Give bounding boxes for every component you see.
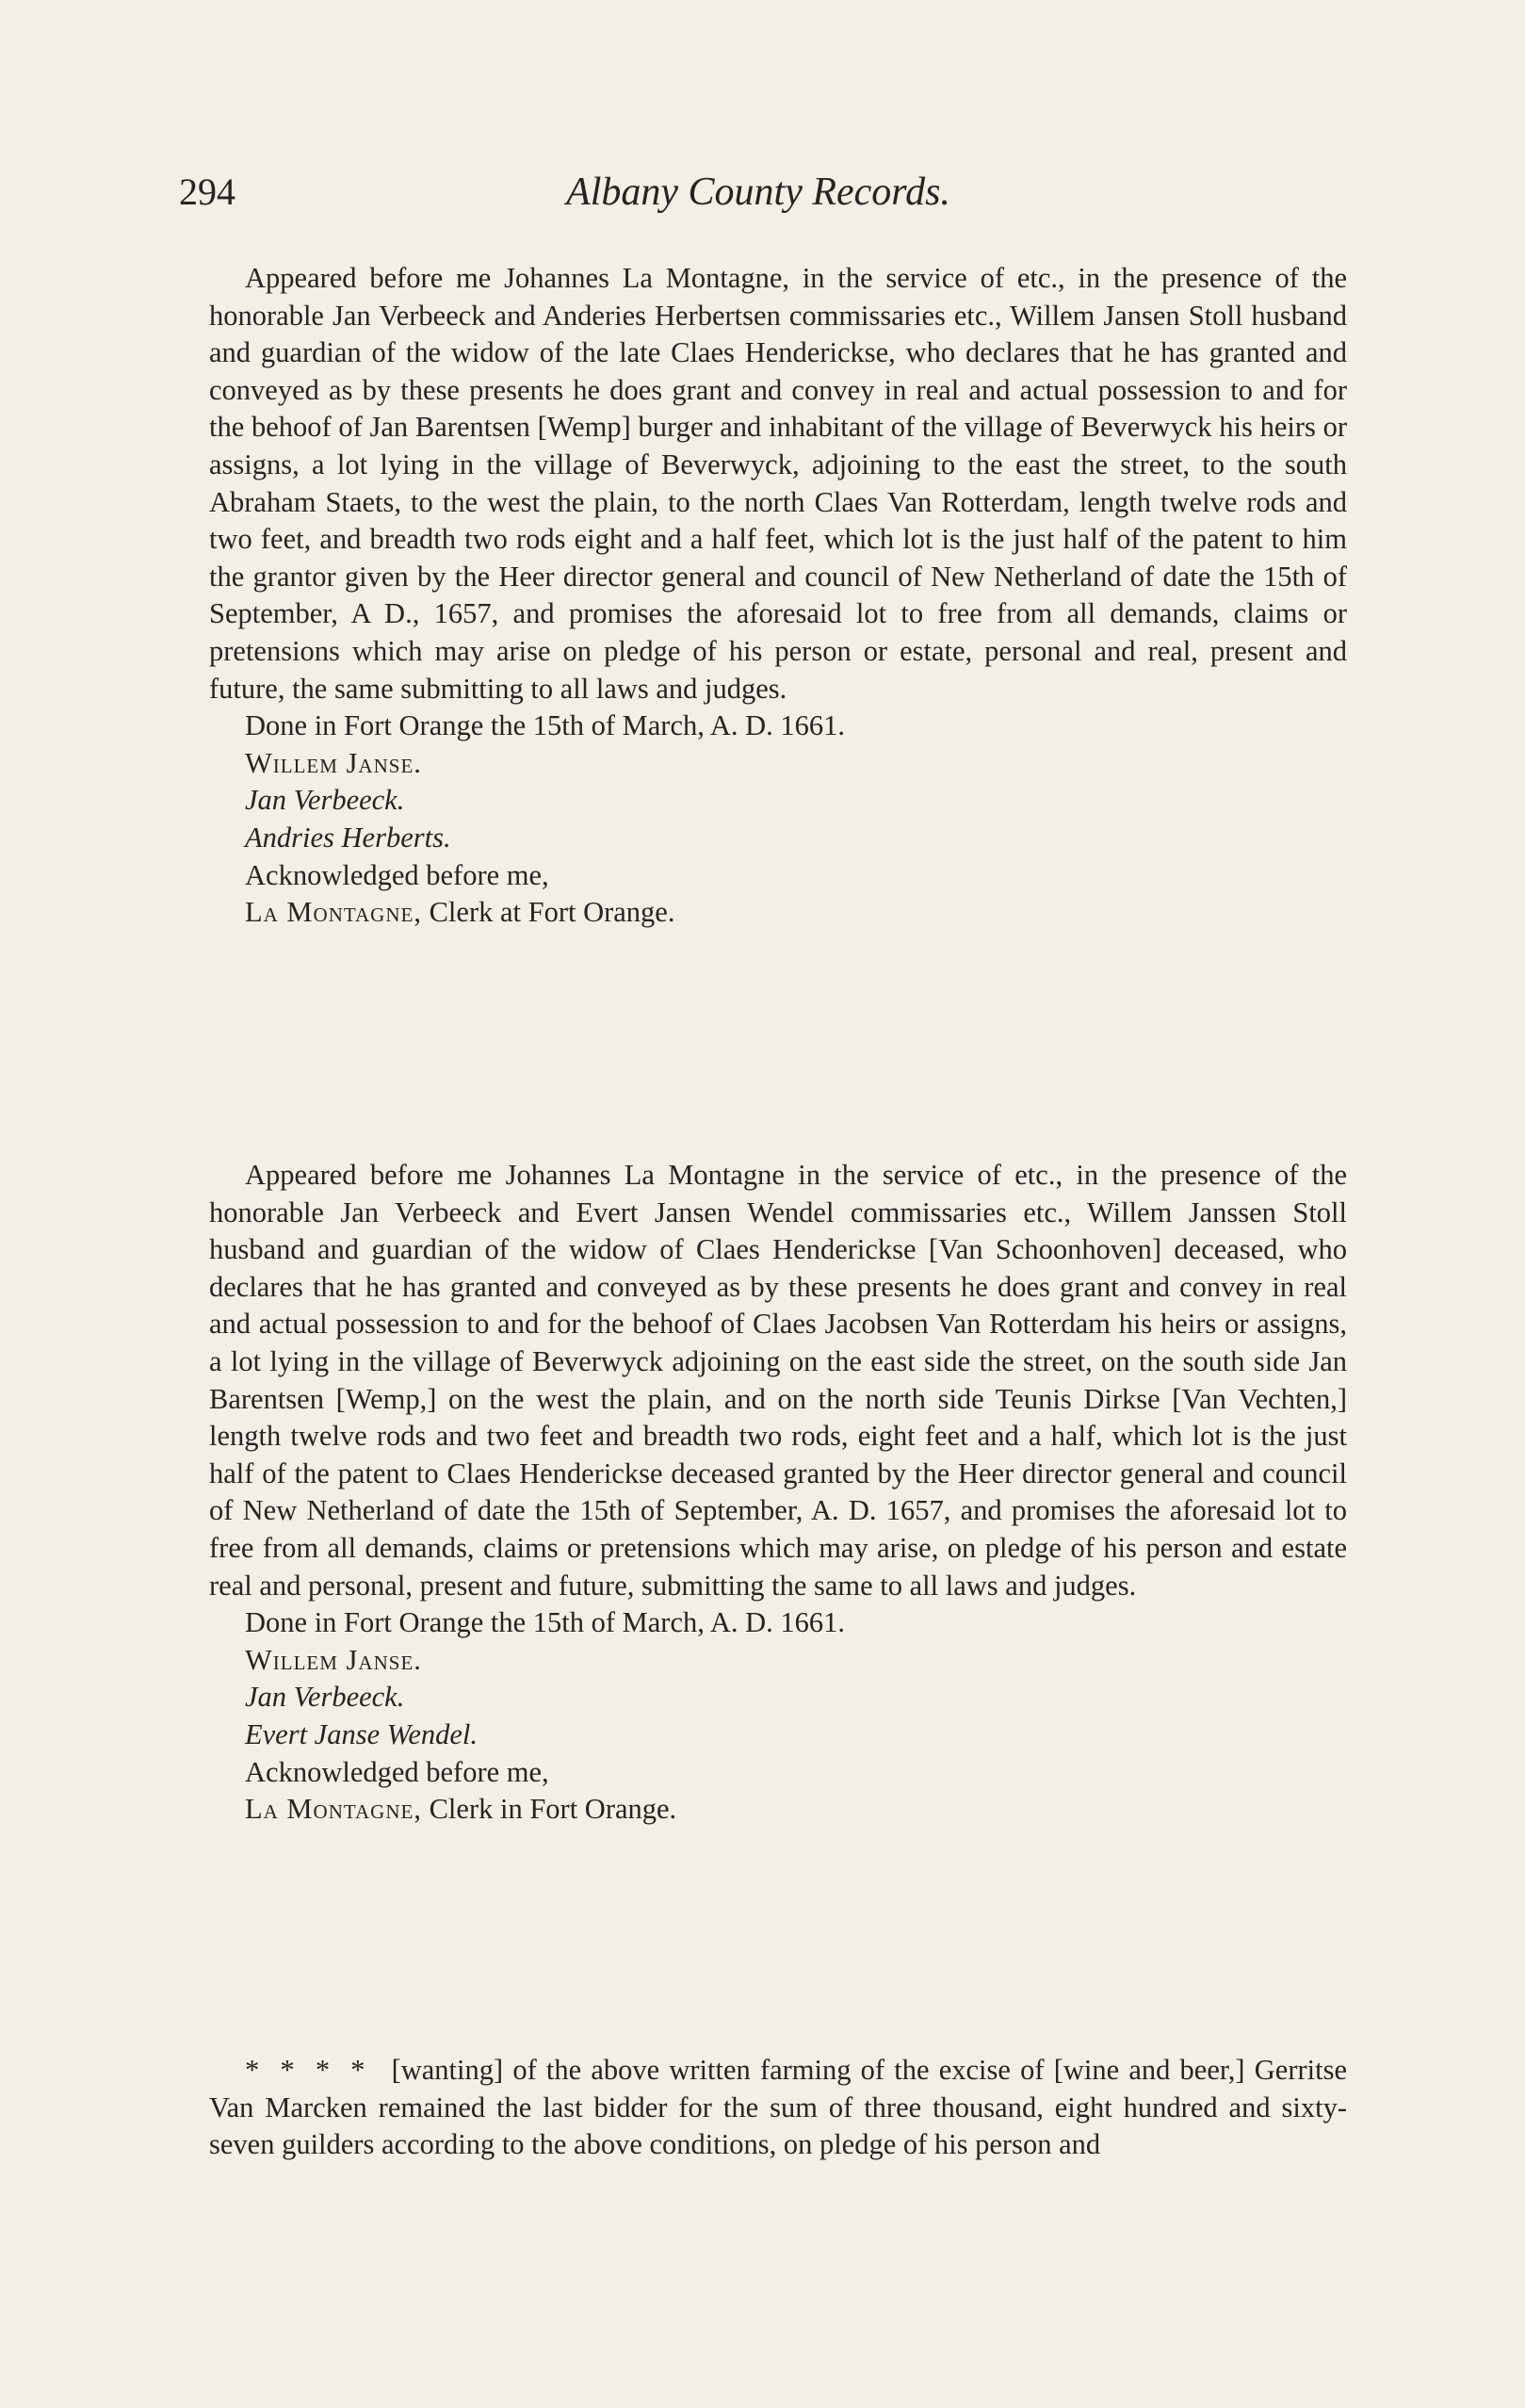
grantor-signature: Willem Janse. (245, 1643, 422, 1676)
deed-paragraph: Appeared before me Johannes La Montagne, in the service of etc., in the presence of the honorable Jan Verbeeck and Anderies Herbertsen commissaries etc., Willem Jansen Stoll husband and guardian of the widow of the late Claes Henderickse, who declares that he has granted and conveyed as by these presents he does grant and convey in real and actual possession to and for the behoof of Jan Barentsen [Wemp] burger and inhabitant of the village of Beverwyck his heirs or assigns, a lot lying in the village of Beverwyck, adjoining to the east the street, to the south Abraham Staets, to the west the plain, to the north Claes Van Rotterdam, length twelve rods and two feet, and breadth two rods eight and a half feet, which lot is the just half of the patent to him the grantor given by the Heer director general and council of New Netherland of date the 15th of September, A D., 1657, and promises the aforesaid lot to free from all demands, claims or pretensions which may arise on pledge of his person or estate, personal and real, present and future, the same submitting to all laws and judges. (209, 262, 1347, 705)
date-line: Done in Fort Orange the 15th of March, A. D. 1661. (245, 709, 846, 742)
running-head (179, 170, 1338, 226)
deed-entry (209, 260, 1347, 932)
clerk-signature (209, 1791, 1347, 1829)
clerk-title: Clerk in Fort Orange. (429, 1793, 677, 1826)
witness-name: Andries Herberts. (245, 821, 451, 854)
deed-paragraph: Appeared before me Johannes La Montagne in the service of etc., in the presence of the honorable Jan Verbeeck and Evert Jansen Wendel commissaries etc., Willem Janssen Stoll husband and guardian of the widow of Claes Henderickse [Van Schoonhoven] deceased, who declares that he has granted and conveyed as by these presents he does grant and convey in real and actual possession to and for the behoof of Claes Jacobsen Van Rotterdam his heirs or assigns, a lot lying in the village of Beverwyck adjoining on the east side the street, on the south side Jan Barentsen [Wemp,] on the west the plain, and on the north side Teunis Dirkse [Van Vechten,] length twelve rods and two feet and breadth two rods, eight feet and a half, which lot is the just half of the patent to Claes Henderickse deceased granted by the Heer director general and council of New Netherland of date the 15th of September, A. D. 1657, and promises the aforesaid lot to free from all demands, claims or pretensions which may arise, on pledge of his person and estate real and personal, present and future, submitting the same to all laws and judges. (209, 1159, 1347, 1602)
page-number: 294 (179, 171, 235, 213)
deed-entry (209, 1157, 1347, 1829)
fragment-text: [wanting] of the above written farming of the excise of [wine and beer,] Gerritse Van Marcken remained the last bidder for the sum of three thousand, eight hundred and sixty-seven guilders according to the above conditions, on pledge of his person and (209, 2054, 1348, 2161)
witness-name: Jan Verbeeck. (245, 1681, 405, 1714)
omission-stars: * * * * (245, 2054, 371, 2086)
witness-name: Jan Verbeeck. (245, 784, 405, 817)
clerk-signature (209, 894, 1347, 932)
clerk-name: La Montagne, (245, 1793, 422, 1826)
fragment-paragraph (209, 2052, 1347, 2164)
witness-name: Evert Janse Wendel. (245, 1717, 479, 1750)
acknowledgement: Acknowledged before me, (245, 1755, 549, 1788)
date-line: Done in Fort Orange the 15th of March, A. D. 1661. (245, 1606, 846, 1639)
running-title: Albany County Records. (566, 171, 950, 214)
fragment-entry (209, 2052, 1347, 2164)
grantor-signature: Willem Janse. (245, 746, 422, 779)
acknowledgement: Acknowledged before me, (245, 858, 549, 891)
clerk-name: La Montagne, (245, 896, 422, 929)
clerk-title: Clerk at Fort Orange. (429, 896, 675, 929)
